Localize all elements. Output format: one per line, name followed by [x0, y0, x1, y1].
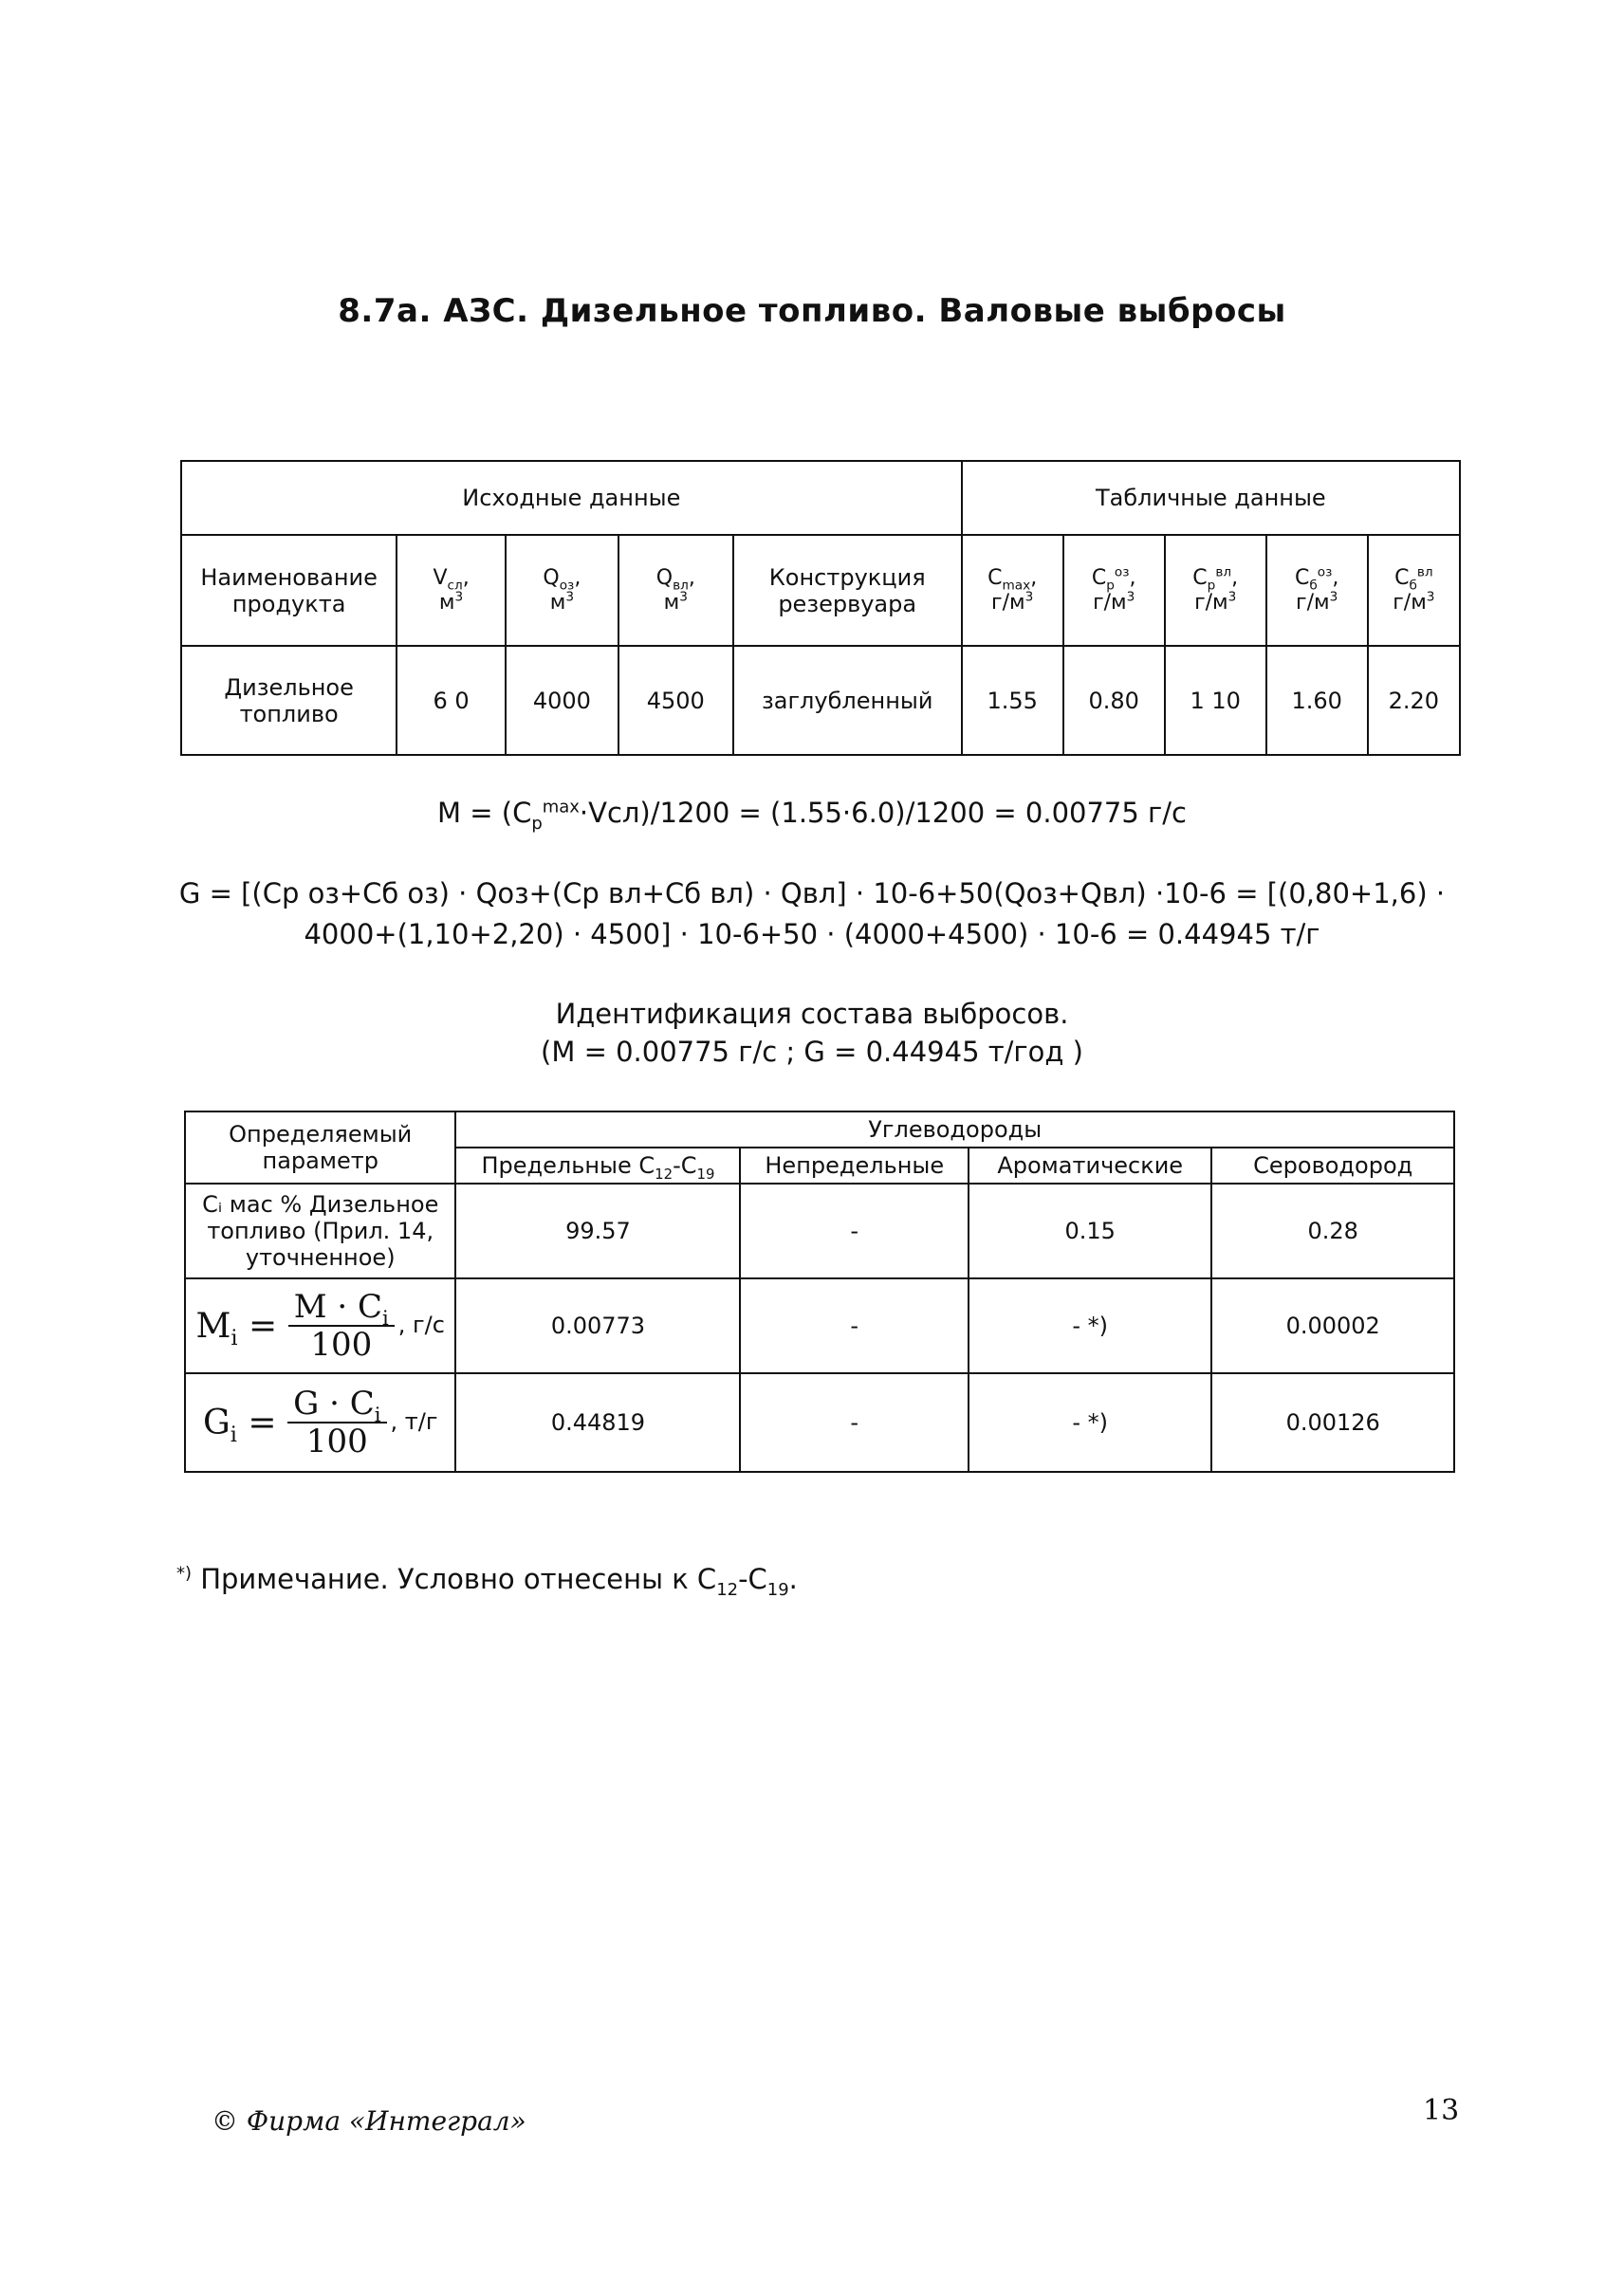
- group-source-header: Исходные данные: [181, 461, 962, 535]
- row-c-label: Cᵢ мас % Дизельное топливо (Прил. 14, уточненное): [185, 1184, 455, 1278]
- footer-copyright: © Фирма «Интеграл»: [212, 2105, 526, 2137]
- header-limit: Предельные $C_{12}-C_{19}$: [455, 1148, 740, 1184]
- row-g-formula: $G_i$ = $\frac{G \cdot C_i}{100}$ , т/г: [185, 1373, 455, 1472]
- cell-vsl: 6 0: [397, 646, 506, 755]
- page-number: 13: [1423, 2094, 1460, 2127]
- header-hydrocarbons: Углеводороды: [455, 1111, 1454, 1148]
- row-c-limit: 99.57: [455, 1184, 740, 1278]
- row-m-limit: 0.00773: [455, 1278, 740, 1373]
- page-title: 8.7а. АЗС. Дизельное топливо. Валовые выбросы: [338, 292, 1286, 330]
- header-qoz: $Q_{оз}$, $м^3$: [506, 535, 618, 646]
- group-table-header: Табличные данные: [962, 461, 1460, 535]
- footnote: *) Примечание. Условно отнесены к $C_{12}-C_{19}$.: [176, 1563, 798, 1600]
- formula-m: $M = (C_р^{max}\cdot Vсл)/1200 = (1.55\cdot 6.0)/1200 = 0.00775$ г/с: [437, 797, 1187, 834]
- cell-cb-vl: 2.20: [1368, 646, 1460, 755]
- header-product-name: Наименование продукта: [181, 535, 397, 646]
- header-param: Определяемый параметр: [185, 1111, 455, 1184]
- header-cp-vl: $C_р^{вл}$, $г/м^3$: [1165, 535, 1266, 646]
- header-construction: Конструкция резервуара: [733, 535, 962, 646]
- formula-g-line2: 4000+(1,10+2,20) · 4500] · 10-6+50 · (4000+4500) · 10-6 = 0.44945 т/г: [304, 918, 1320, 950]
- row-m-formula: $M_i$ = $\frac{M \cdot C_i}{100}$ , г/с: [185, 1278, 455, 1373]
- row-g-limit: 0.44819: [455, 1373, 740, 1472]
- header-cp-oz: $C_р^{оз}$, $г/м^3$: [1063, 535, 1165, 646]
- row-g-arom: - *): [969, 1373, 1211, 1472]
- header-cmax: $C_{max}$, $г/м^3$: [962, 535, 1063, 646]
- identification-title: Идентификация состава выбросов.: [555, 998, 1069, 1030]
- header-h2s: Сероводород: [1211, 1148, 1454, 1184]
- identification-subtitle: (M = 0.00775 г/с ; G = 0.44945 т/год ): [541, 1036, 1083, 1068]
- row-c-arom: 0.15: [969, 1184, 1211, 1278]
- composition-table: [184, 1111, 1455, 1473]
- cell-cmax: 1.55: [962, 646, 1063, 755]
- header-cb-oz: $C_б^{оз}$, $г/м^3$: [1266, 535, 1368, 646]
- cell-construction: заглубленный: [733, 646, 962, 755]
- row-g-h2s: 0.00126: [1211, 1373, 1454, 1472]
- row-c-h2s: 0.28: [1211, 1184, 1454, 1278]
- cell-cb-oz: 1.60: [1266, 646, 1368, 755]
- formula-g-line1: G = [(Cр оз+Cб оз) · Qоз+(Cр вл+Cб вл) · Qвл] · 10-6+50(Qоз+Qвл) ·10-6 = [(0,80+1,6) ·: [178, 877, 1446, 909]
- cell-qoz: 4000: [506, 646, 618, 755]
- header-aromatic: Ароматические: [969, 1148, 1211, 1184]
- cell-qvl: 4500: [618, 646, 733, 755]
- header-unsaturated: Непредельные: [740, 1148, 969, 1184]
- input-data-table: [180, 460, 1461, 756]
- row-m-unsat: -: [740, 1278, 969, 1373]
- header-cb-vl: $C_б^{вл}$ $г/м^3$: [1368, 535, 1460, 646]
- header-qvl: $Q_{вл}$, $м^3$: [618, 535, 733, 646]
- row-c-unsat: -: [740, 1184, 969, 1278]
- cell-product-name: Дизельное топливо: [181, 646, 397, 755]
- cell-cp-oz: 0.80: [1063, 646, 1165, 755]
- row-m-arom: - *): [969, 1278, 1211, 1373]
- header-vsl: $V_{сл}$, $м^3$: [397, 535, 506, 646]
- cell-cp-vl: 1 10: [1165, 646, 1266, 755]
- row-m-h2s: 0.00002: [1211, 1278, 1454, 1373]
- row-g-unsat: -: [740, 1373, 969, 1472]
